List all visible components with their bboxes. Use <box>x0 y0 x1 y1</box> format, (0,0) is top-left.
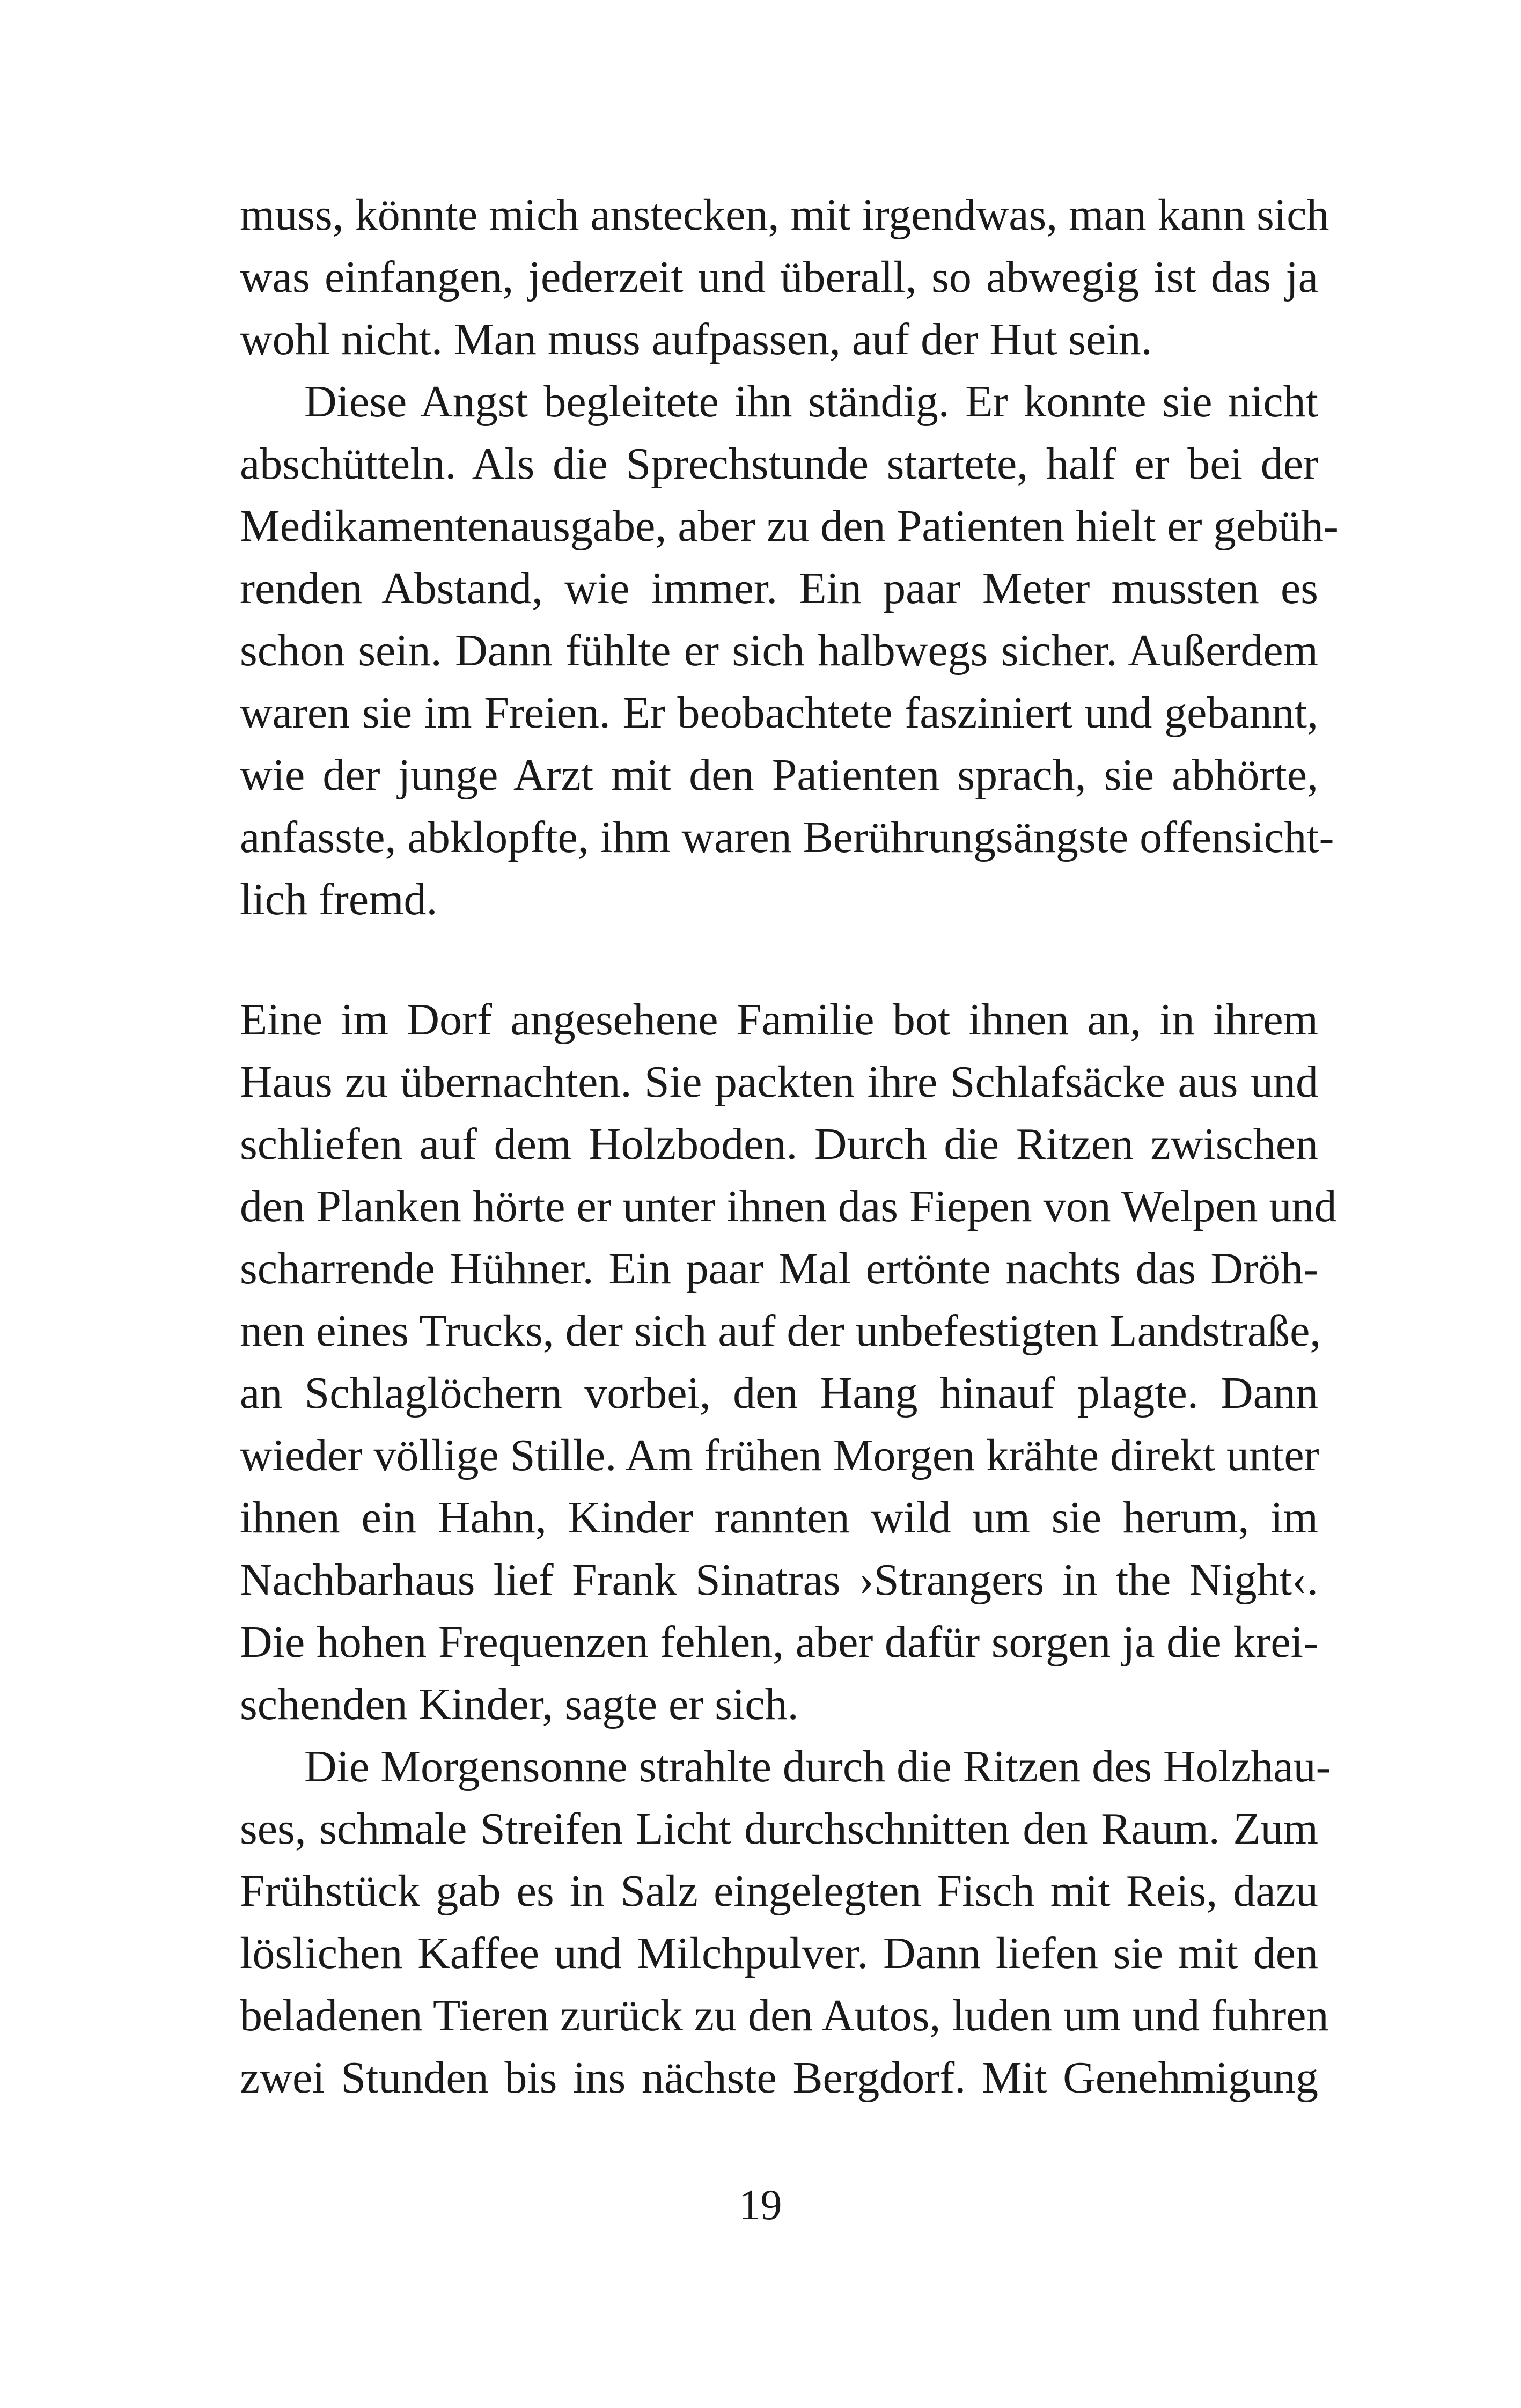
text-line: renden Abstand, wie immer. Ein paar Meter mussten es <box>240 563 1318 613</box>
text-line: Nachbarhaus lief Frank Sinatras ›Strangers in the Night‹. <box>240 1555 1318 1605</box>
text-line: schliefen auf dem Holzboden. Durch die Ritzen zwischen <box>240 1119 1318 1169</box>
text-line: schenden Kinder, sagte er sich. <box>240 1679 799 1729</box>
text-line: abschütteln. Als die Sprechstunde startete, half er bei der <box>240 439 1318 489</box>
text-line: muss, könnte mich anstecken, mit irgendwas, man kann sich <box>240 190 1329 240</box>
text-line: Die Morgensonne strahlte durch die Ritzen des Holzhau- <box>304 1742 1331 1792</box>
text-line: anfasste, abklopfte, ihm waren Berührungsängste offensicht- <box>240 812 1334 862</box>
text-line: was einfangen, jederzeit und überall, so abwegig ist das ja <box>240 252 1318 302</box>
text-line: den Planken hörte er unter ihnen das Fiepen von Welpen und <box>240 1181 1337 1231</box>
text-line: wohl nicht. Man muss aufpassen, auf der Hut sein. <box>240 314 1152 364</box>
text-line: ses, schmale Streifen Licht durchschnitten den Raum. Zum <box>240 1804 1318 1854</box>
text-line: Diese Angst begleitete ihn ständig. Er konnte sie nicht <box>304 377 1318 427</box>
text-line: scharrende Hühner. Ein paar Mal ertönte nachts das Dröh- <box>240 1244 1318 1294</box>
text-line: nen eines Trucks, der sich auf der unbefestigten Landstraße, <box>240 1306 1321 1356</box>
text-line: zwei Stunden bis ins nächste Bergdorf. Mit Genehmigung <box>240 2053 1318 2103</box>
text-line: wie der junge Arzt mit den Patienten sprach, sie abhörte, <box>240 750 1318 800</box>
text-line: Die hohen Frequenzen fehlen, aber dafür sorgen ja die krei- <box>240 1617 1318 1667</box>
page-number: 19 <box>739 2182 782 2229</box>
text-line: lich fremd. <box>240 875 438 924</box>
text-line: beladenen Tieren zurück zu den Autos, luden um und fuhren <box>240 1991 1329 2040</box>
text-line: Haus zu übernachten. Sie packten ihre Schlafsäcke aus und <box>240 1057 1318 1107</box>
text-line: löslichen Kaffee und Milchpulver. Dann liefen sie mit den <box>240 1928 1318 1978</box>
text-line: ihnen ein Hahn, Kinder rannten wild um sie herum, im <box>240 1493 1318 1543</box>
text-line: Medikamentenausgabe, aber zu den Patienten hielt er gebüh- <box>240 501 1339 551</box>
text-line: schon sein. Dann fühlte er sich halbwegs sicher. Außerdem <box>240 626 1318 676</box>
text-line: Eine im Dorf angesehene Familie bot ihnen an, in ihrem <box>240 995 1318 1045</box>
text-line: an Schlaglöchern vorbei, den Hang hinauf plagte. Dann <box>240 1368 1318 1418</box>
text-block-top <box>240 184 1339 931</box>
text-line: Frühstück gab es in Salz eingelegten Fisch mit Reis, dazu <box>240 1866 1318 1916</box>
text-line: wieder völlige Stille. Am frühen Morgen krähte direkt unter <box>240 1430 1319 1480</box>
text-block-bottom <box>240 989 1337 2109</box>
text-line: waren sie im Freien. Er beobachtete fasziniert und gebannt, <box>240 688 1318 738</box>
